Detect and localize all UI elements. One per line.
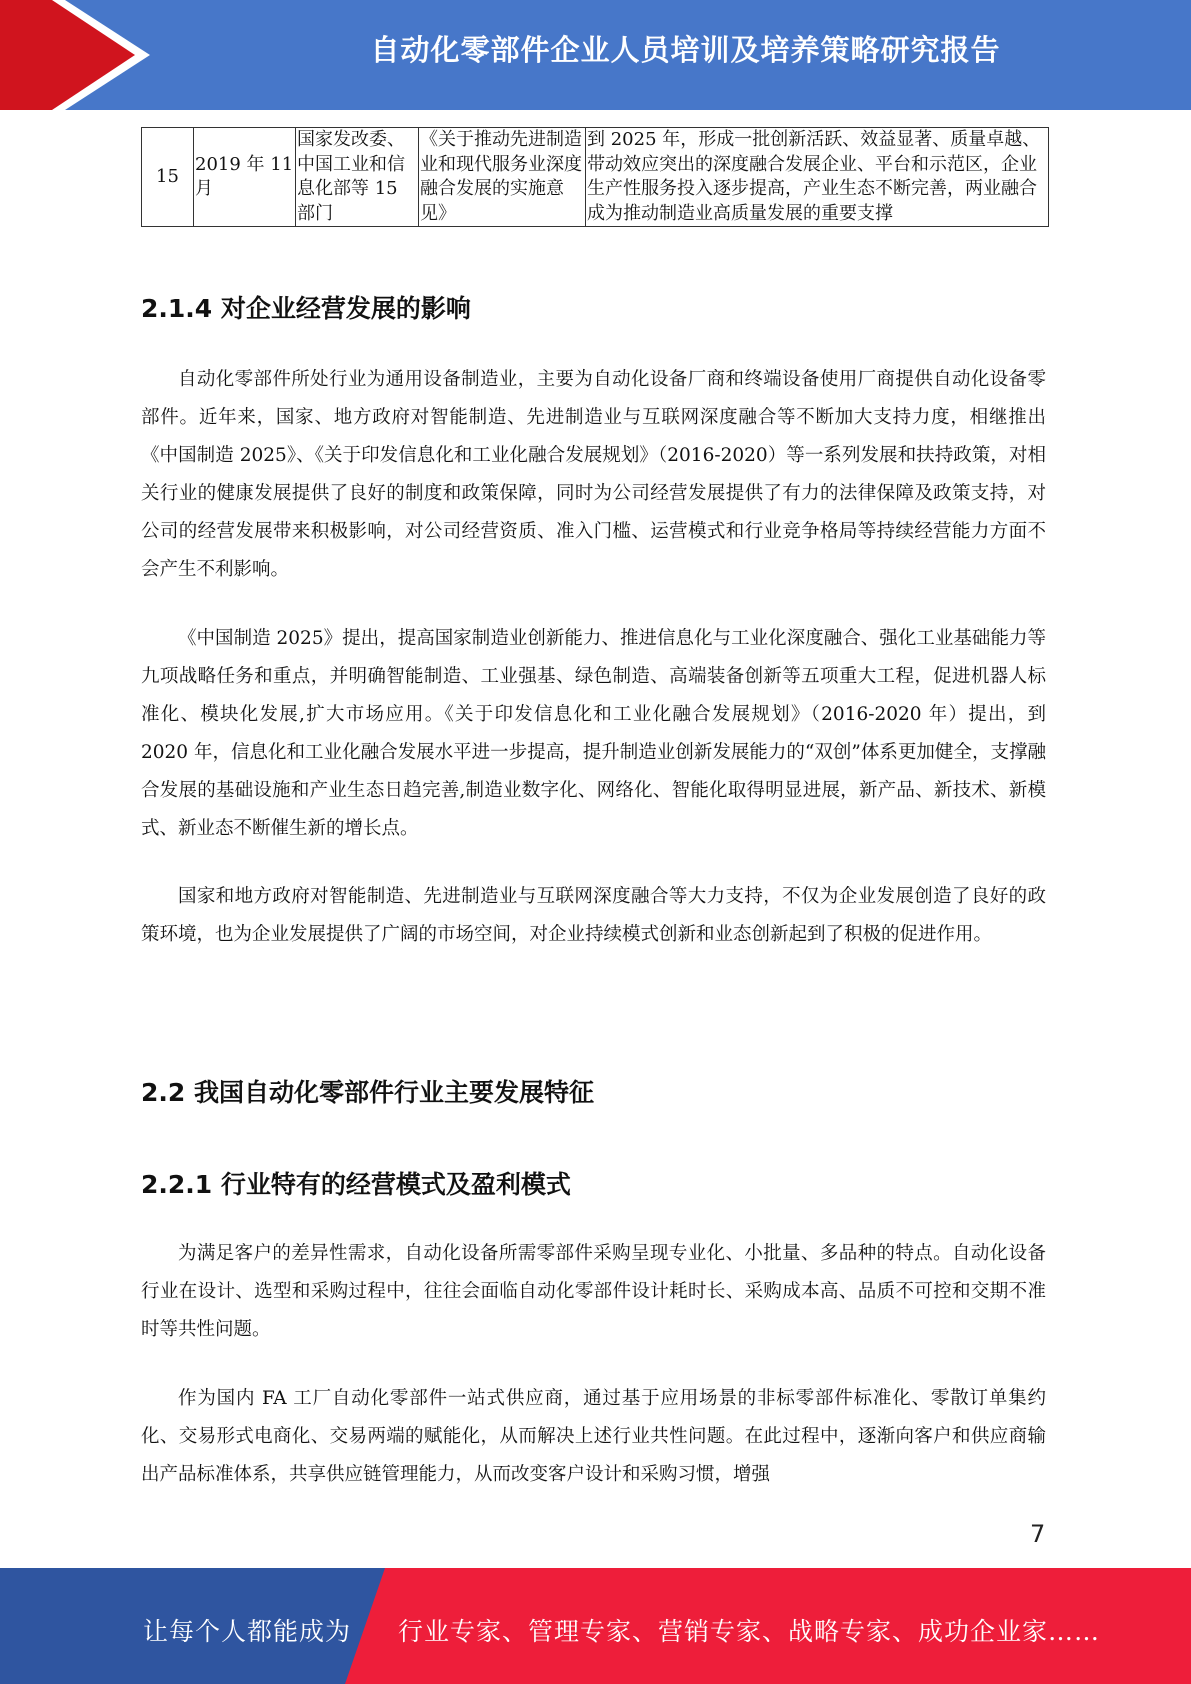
row-content: 到 2025 年，形成一批创新活跃、效益显著、质量卓越、带动效应突出的深度融合发展企业、平台和示范区，企业生产性服务投入逐步提高，产业生态不断完善，两业融合成为推动制造业高质量发展的重要支撑 [586,128,1049,227]
section-heading-2-2: 2.2 我国自动化零部件行业主要发展特征 [141,1078,594,1107]
page-header [0,0,1191,110]
paragraph: 自动化零部件所处行业为通用设备制造业，主要为自动化设备厂商和终端设备使用厂商提供自动化设备零部件。近年来，国家、地方政府对智能制造、先进制造业与互联网深度融合等不断加大支持力度，相继推出《中国制造 2025》、《关于印发信息化和工业化融合发展规划》（2016-2020）等一系列发展和扶持政策，对相关行业的健康发展提供了良好的制度和政策保障，同时为公司经营发展提供了有力的法律保障及政策支持，对公司的经营发展带来积极影响，对公司经营资质、准入门槛、运营模式和行业竞争格局等持续经营能力方面不会产生不利影响。 [141,369,1046,580]
page-footer [0,1568,1191,1684]
paragraph: 作为国内 FA 工厂自动化零部件一站式供应商，通过基于应用场景的非标零部件标准化、零散订单集约化、交易形式电商化、交易两端的赋能化，从而解决上述行业共性问题。在此过程中，逐渐向客户和供应商输出产品标准体系，共享供应链管理能力，从而改变客户设计和采购习惯，增强 [141,1388,1046,1485]
page-number: 7 [1030,1520,1046,1548]
row-document: 《关于推动先进制造业和现代服务业深度融合发展的实施意见》 [419,128,586,227]
row-department: 国家发改委、中国工业和信息化部等 15 部门 [296,128,419,227]
section-heading-2-1-4: 2.1.4 对企业经营发展的影响 [141,294,471,323]
policy-table [141,127,1049,227]
row-date: 2019 年 11 月 [194,128,296,227]
paragraph: 国家和地方政府对智能制造、先进制造业与互联网深度融合等大力支持，不仅为企业发展创造了良好的政策环境，也为企业发展提供了广阔的市场空间，对企业持续模式创新和业态创新起到了积极的促进作用。 [141,886,1046,945]
table-row [142,128,1049,227]
row-number: 15 [142,128,194,227]
footer-slogan-right: 行业专家、管理专家、营销专家、战略专家、成功企业家…… [398,1617,1101,1646]
section-heading-2-2-1: 2.2.1 行业特有的经营模式及盈利模式 [141,1170,571,1199]
paragraph: 为满足客户的差异性需求，自动化设备所需零部件采购呈现专业化、小批量、多品种的特点。自动化设备行业在设计、选型和采购过程中，往往会面临自动化零部件设计耗时长、采购成本高、品质不可控和交期不准时等共性问题。 [141,1243,1046,1340]
report-title: 自动化零部件企业人员培训及培养策略研究报告 [370,33,1001,67]
footer-slogan-left: 让每个人都能成为 [143,1617,352,1646]
paragraph: 《中国制造 2025》提出，提高国家制造业创新能力、推进信息化与工业化深度融合、强化工业基础能力等九项战略任务和重点，并明确智能制造、工业强基、绿色制造、高端装备创新等五项重大工程，促进机器人标准化、模块化发展,扩大市场应用。《关于印发信息化和工业化融合发展规划》（2016-2020 年）提出，到 2020 年，信息化和工业化融合发展水平进一步提高，提升制造业创新发展能力的“双创”体系更加健全，支撑融合发展的基础设施和产业生态日趋完善,制造业数字化、网络化、智能化取得明显进展，新产品、新技术、新模式、新业态不断催生新的增长点。 [141,628,1046,839]
